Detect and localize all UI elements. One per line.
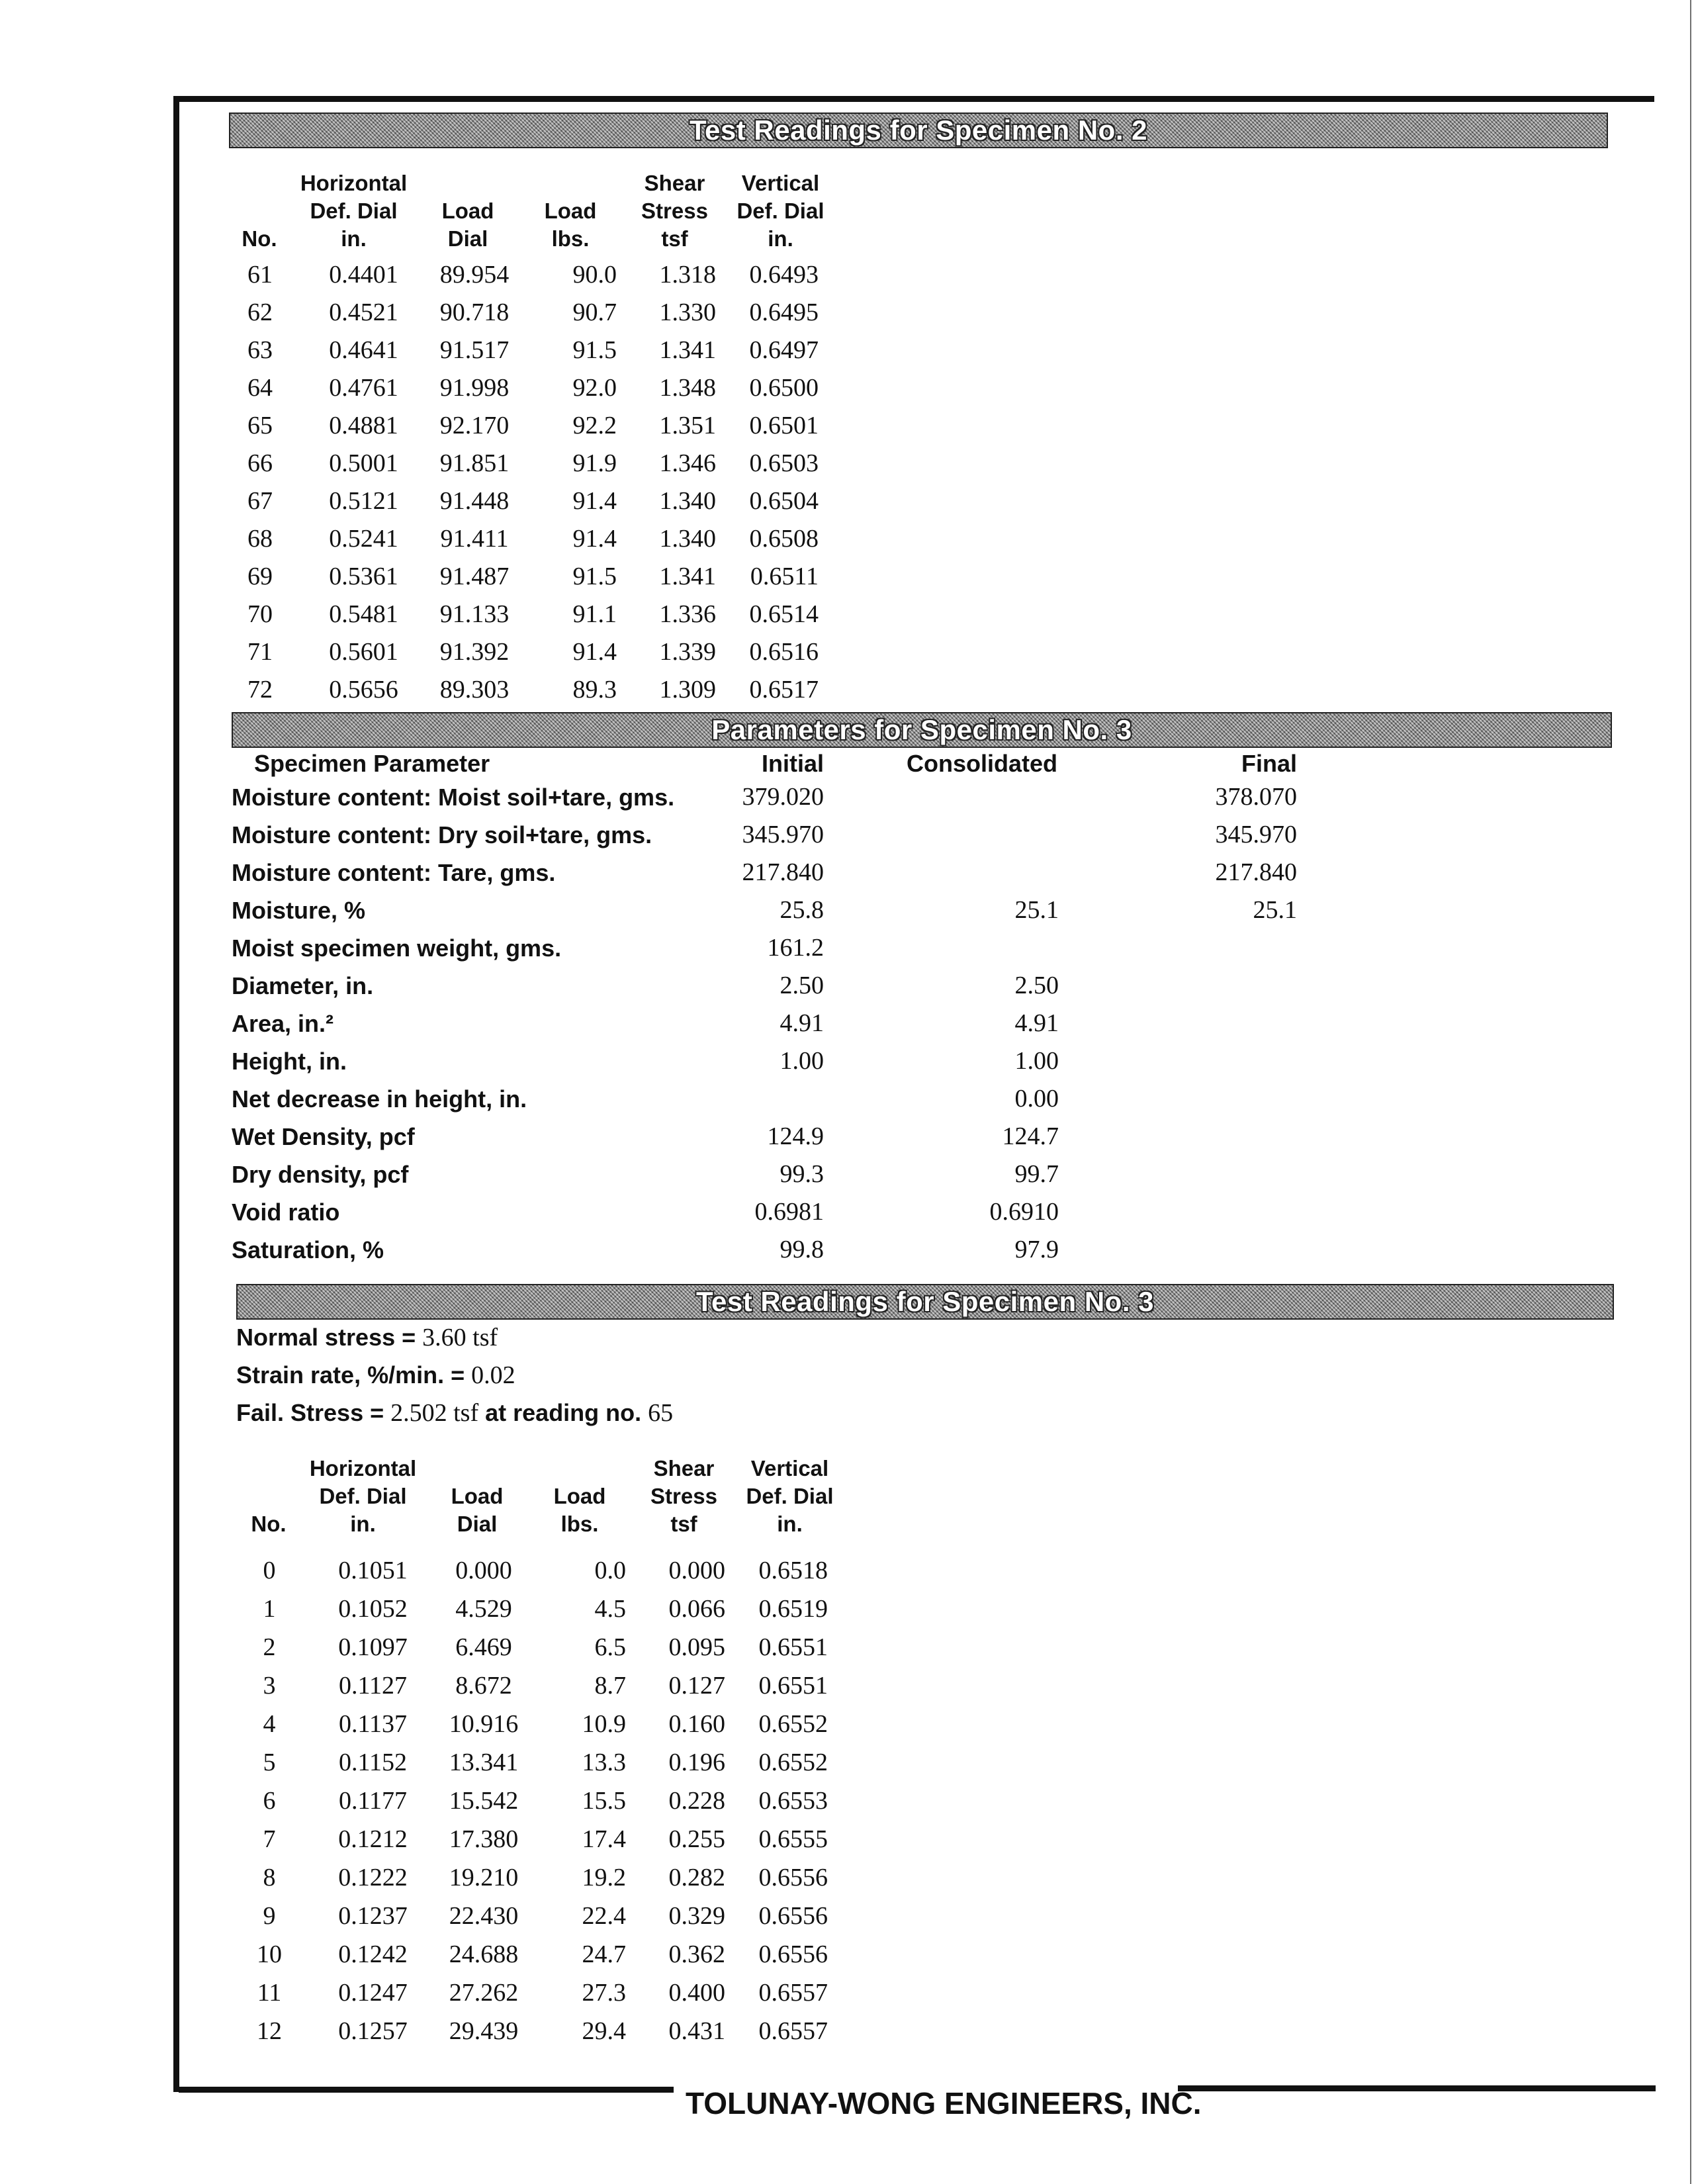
strain-rate-line: [236, 1356, 515, 1394]
parameter-initial-value: 1.00: [780, 1047, 824, 1075]
table-cell: 91.9: [572, 449, 617, 477]
table-cell: 0.4521: [329, 298, 398, 326]
param-header-initial: Initial: [761, 750, 824, 777]
section-title: Test Readings for Specimen No. 2: [689, 114, 1148, 146]
table-cell: 0.362: [668, 1940, 725, 1968]
table-cell: 91.392: [439, 638, 510, 666]
scan-edge-line: [1690, 0, 1691, 2184]
table-cell: 0.6552: [758, 1749, 828, 1776]
table-cell: 89.3: [572, 676, 617, 704]
table-cell: 0.228: [668, 1787, 725, 1815]
table-cell: 19.210: [449, 1864, 519, 1891]
table-cell: 0.196: [668, 1749, 725, 1776]
table-cell: 0.6503: [749, 449, 819, 477]
parameter-consolidated-value: 1.00: [1014, 1047, 1059, 1075]
table-cell: 27.262: [449, 1979, 519, 2007]
table-cell: 0.1237: [338, 1902, 408, 1930]
table-cell: 29.439: [449, 2017, 519, 2045]
parameter-label: Area, in.²: [232, 1010, 334, 1037]
table-cell: 70: [247, 600, 273, 628]
column-header: Shear: [644, 171, 705, 195]
table-cell: 19.2: [582, 1864, 626, 1891]
column-header: Def. Dial: [310, 199, 398, 223]
column-header: No.: [251, 1512, 287, 1536]
parameter-initial-value: 217.840: [742, 858, 824, 886]
table-cell: 13.3: [582, 1749, 626, 1776]
column-header: Horizontal: [309, 1456, 417, 1480]
column-header: No.: [242, 226, 277, 251]
table-cell: 0.6552: [758, 1710, 828, 1738]
table-cell: 0.329: [668, 1902, 725, 1930]
table-cell: 0.000: [455, 1557, 512, 1584]
table-cell: 0.0: [594, 1557, 626, 1584]
table-cell: 17.380: [449, 1825, 519, 1853]
column-header: in.: [777, 1512, 803, 1536]
footer-rule-right: [1178, 2085, 1656, 2091]
table-cell: 0.6495: [749, 298, 819, 326]
table-cell: 0.6517: [749, 676, 819, 704]
table-cell: 0.6493: [749, 261, 819, 289]
table-cell: 22.4: [582, 1902, 626, 1930]
table-cell: 0.6555: [758, 1825, 828, 1853]
table-cell: 0: [263, 1557, 276, 1584]
table-cell: 0.1152: [338, 1749, 408, 1776]
table-cell: 0.282: [668, 1864, 725, 1891]
parameter-initial-value: 161.2: [767, 934, 824, 962]
table-cell: 0.6518: [758, 1557, 828, 1584]
table-cell: 61: [247, 261, 273, 289]
parameter-label: Moisture content: Tare, gms.: [232, 859, 556, 886]
parameter-consolidated-value: 4.91: [1014, 1009, 1059, 1037]
column-header: lbs.: [551, 226, 590, 251]
parameter-final-value: 378.070: [1215, 783, 1297, 811]
page-frame-left-rule: [173, 96, 179, 2092]
parameter-consolidated-value: 25.1: [1014, 896, 1059, 924]
table-cell: 1.341: [659, 336, 716, 364]
parameter-final-value: 345.970: [1215, 821, 1297, 848]
table-cell: 0.1137: [338, 1710, 408, 1738]
table-cell: 11: [257, 1979, 282, 2007]
table-cell: 4.5: [594, 1595, 626, 1623]
column-header: Horizontal: [300, 171, 408, 195]
column-header: Load: [451, 1484, 504, 1508]
table-cell: 0.1242: [338, 1940, 408, 1968]
table-cell: 10.916: [449, 1710, 519, 1738]
table-cell: 0.6519: [758, 1595, 828, 1623]
table-cell: 4: [263, 1710, 276, 1738]
table-cell: 24.688: [449, 1940, 519, 1968]
param-header-parameter: Specimen Parameter: [254, 750, 490, 777]
section-title: Test Readings for Specimen No. 3: [695, 1286, 1155, 1317]
table-cell: 90.7: [572, 298, 617, 326]
table-cell: 64: [247, 374, 273, 402]
table-cell: 12: [257, 2017, 282, 2045]
table-cell: 91.998: [439, 374, 510, 402]
parameter-consolidated-value: 99.7: [1014, 1160, 1059, 1188]
column-header: Load: [544, 199, 597, 223]
table-cell: 6.469: [455, 1633, 512, 1661]
strain-rate-value: 0.02: [471, 1361, 515, 1389]
parameter-label: Net decrease in height, in.: [232, 1085, 527, 1113]
column-header: Vertical: [750, 1456, 829, 1480]
table-cell: 91.487: [439, 563, 510, 590]
table-cell: 91.517: [439, 336, 510, 364]
column-header: in.: [768, 226, 793, 251]
table-cell: 0.1212: [338, 1825, 408, 1853]
table-cell: 0.5361: [329, 563, 398, 590]
table-cell: 0.1247: [338, 1979, 408, 2007]
section-title: Parameters for Specimen No. 3: [711, 714, 1132, 745]
parameter-initial-value: 99.8: [780, 1236, 824, 1263]
table-cell: 0.6551: [758, 1672, 828, 1700]
table-cell: 8.672: [455, 1672, 512, 1700]
column-header: Vertical: [741, 171, 820, 195]
parameter-label: Void ratio: [232, 1199, 340, 1226]
table-cell: 91.133: [439, 600, 510, 628]
fail-stress-value: 2.502 tsf: [390, 1399, 479, 1427]
table-cell: 1: [263, 1595, 276, 1623]
column-header: lbs.: [560, 1512, 599, 1536]
table-cell: 71: [247, 638, 273, 666]
table-cell: 10: [257, 1940, 282, 1968]
table-cell: 0.4641: [329, 336, 398, 364]
table-cell: 1.346: [659, 449, 716, 477]
parameter-initial-value: 124.9: [767, 1122, 824, 1150]
table-cell: 69: [247, 563, 273, 590]
column-header: Def. Dial: [319, 1484, 407, 1508]
table-cell: 17.4: [582, 1825, 626, 1853]
table-cell: 0.6557: [758, 2017, 828, 2045]
table-cell: 8: [263, 1864, 276, 1891]
table-cell: 0.6500: [749, 374, 819, 402]
column-header: Load: [441, 199, 494, 223]
table-cell: 91.411: [440, 525, 509, 553]
table-cell: 8.7: [594, 1672, 626, 1700]
table-cell: 92.0: [572, 374, 617, 402]
parameter-label: Moisture content: Moist soil+tare, gms.: [232, 784, 675, 811]
table-cell: 91.448: [439, 487, 510, 515]
table-cell: 0.1052: [338, 1595, 408, 1623]
table-cell: 1.336: [659, 600, 716, 628]
table-cell: 7: [263, 1825, 276, 1853]
table-cell: 91.1: [572, 600, 617, 628]
column-header: Def. Dial: [736, 199, 825, 223]
table-cell: 1.351: [659, 412, 716, 439]
footer-rule-left: [179, 2087, 674, 2093]
table-cell: 0.5121: [329, 487, 398, 515]
table-cell: 5: [263, 1749, 276, 1776]
normal-stress-value: 3.60 tsf: [422, 1324, 498, 1351]
table-cell: 13.341: [449, 1749, 519, 1776]
page-frame-top-rule: [173, 96, 1654, 102]
param-header-final: Final: [1241, 750, 1297, 777]
table-cell: 91.4: [572, 638, 617, 666]
parameter-label: Moisture content: Dry soil+tare, gms.: [232, 821, 652, 848]
fail-stress-line: [236, 1394, 673, 1432]
table-cell: 0.1177: [338, 1787, 408, 1815]
table-cell: 0.127: [668, 1672, 725, 1700]
table-cell: 1.341: [659, 563, 716, 590]
column-header: tsf: [670, 1512, 697, 1536]
fail-stress-label: Fail. Stress =: [236, 1399, 391, 1426]
column-header: Load: [553, 1484, 606, 1508]
table-cell: 0.5656: [329, 676, 398, 704]
table-cell: 0.6556: [758, 1940, 828, 1968]
column-header: Stress: [641, 199, 708, 223]
table-cell: 0.5241: [329, 525, 398, 553]
table-cell: 91.5: [572, 336, 617, 364]
normal-stress-label: Normal stress =: [236, 1324, 423, 1351]
table-cell: 90.0: [572, 261, 617, 289]
parameter-label: Dry density, pcf: [232, 1161, 409, 1188]
parameter-initial-value: 345.970: [742, 821, 824, 848]
table-cell: 15.542: [449, 1787, 519, 1815]
table-cell: 91.4: [572, 525, 617, 553]
parameter-label: Height, in.: [232, 1048, 347, 1075]
fail-stress-reading-no: 65: [648, 1399, 674, 1427]
table-cell: 0.1222: [338, 1864, 408, 1891]
parameter-final-value: 25.1: [1253, 896, 1297, 924]
table-cell: 9: [263, 1902, 276, 1930]
table-cell: 0.6553: [758, 1787, 828, 1815]
table-cell: 6.5: [594, 1633, 626, 1661]
table-cell: 0.6511: [750, 563, 819, 590]
column-header: Def. Dial: [746, 1484, 834, 1508]
parameter-consolidated-value: 0.6910: [989, 1198, 1059, 1226]
table-cell: 91.5: [572, 563, 617, 590]
table-cell: 0.6497: [749, 336, 819, 364]
parameter-initial-value: 25.8: [780, 896, 824, 924]
table-cell: 1.340: [659, 525, 716, 553]
table-cell: 92.170: [439, 412, 510, 439]
table-cell: 0.6501: [749, 412, 819, 439]
table-cell: 91.851: [439, 449, 510, 477]
table-cell: 22.430: [449, 1902, 519, 1930]
table-cell: 1.309: [659, 676, 716, 704]
column-header: in.: [341, 226, 367, 251]
table-cell: 0.4761: [329, 374, 398, 402]
table-cell: 0.6516: [749, 638, 819, 666]
table-cell: 0.6508: [749, 525, 819, 553]
table-cell: 0.431: [668, 2017, 725, 2045]
table-cell: 3: [263, 1672, 276, 1700]
table-cell: 0.1097: [338, 1633, 408, 1661]
table-cell: 65: [247, 412, 273, 439]
table-cell: 1.340: [659, 487, 716, 515]
table-cell: 0.1127: [338, 1672, 408, 1700]
column-header: Stress: [650, 1484, 717, 1508]
footer-company-name: TOLUNAY-WONG ENGINEERS, INC.: [686, 2086, 1202, 2120]
table-cell: 15.5: [582, 1787, 626, 1815]
section-header-specimen2-readings: [229, 113, 1608, 148]
parameter-initial-value: 0.6981: [754, 1198, 824, 1226]
parameter-initial-value: 379.020: [742, 783, 824, 811]
column-header: Dial: [457, 1512, 498, 1536]
table-cell: 10.9: [582, 1710, 626, 1738]
column-header: Shear: [653, 1456, 715, 1480]
table-cell: 0.6551: [758, 1633, 828, 1661]
table-cell: 27.3: [582, 1979, 626, 2007]
table-cell: 90.718: [439, 298, 510, 326]
table-cell: 92.2: [572, 412, 617, 439]
parameter-initial-value: 99.3: [780, 1160, 824, 1188]
table-cell: 29.4: [582, 2017, 626, 2045]
normal-stress-line: [236, 1318, 498, 1357]
parameter-consolidated-value: 124.7: [1002, 1122, 1059, 1150]
table-cell: 4.529: [455, 1595, 512, 1623]
parameter-initial-value: 2.50: [780, 972, 824, 999]
param-header-consolidated: Consolidated: [907, 750, 1058, 777]
parameter-label: Diameter, in.: [232, 972, 374, 999]
table-cell: 1.348: [659, 374, 716, 402]
column-header: in.: [350, 1512, 376, 1536]
parameter-label: Saturation, %: [232, 1236, 384, 1263]
table-cell: 0.1257: [338, 2017, 408, 2045]
table-cell: 62: [247, 298, 273, 326]
table-cell: 68: [247, 525, 273, 553]
parameter-consolidated-value: 97.9: [1014, 1236, 1059, 1263]
table-cell: 0.066: [668, 1595, 725, 1623]
table-cell: 0.5001: [329, 449, 398, 477]
table-cell: 0.095: [668, 1633, 725, 1661]
table-cell: 67: [247, 487, 273, 515]
table-cell: 6: [263, 1787, 276, 1815]
parameter-initial-value: 4.91: [780, 1009, 824, 1037]
parameter-final-value: 217.840: [1215, 858, 1297, 886]
table-cell: 91.4: [572, 487, 617, 515]
table-cell: 1.318: [659, 261, 716, 289]
parameter-consolidated-value: 0.00: [1014, 1085, 1059, 1113]
table-cell: 72: [247, 676, 273, 704]
table-cell: 0.6504: [749, 487, 819, 515]
table-cell: 0.000: [668, 1557, 725, 1584]
table-cell: 0.6556: [758, 1864, 828, 1891]
table-cell: 89.303: [439, 676, 510, 704]
parameter-consolidated-value: 2.50: [1014, 972, 1059, 999]
column-header: tsf: [661, 226, 688, 251]
strain-rate-label: Strain rate, %/min. =: [236, 1361, 472, 1388]
table-cell: 0.4881: [329, 412, 398, 439]
table-cell: 0.6514: [749, 600, 819, 628]
parameter-label: Moist specimen weight, gms.: [232, 934, 562, 962]
section-header-specimen3-readings: [236, 1284, 1614, 1320]
table-cell: 0.255: [668, 1825, 725, 1853]
section-header-specimen3-parameters: [232, 712, 1612, 748]
table-cell: 1.330: [659, 298, 716, 326]
table-cell: 1.339: [659, 638, 716, 666]
table-cell: 0.5601: [329, 638, 398, 666]
table-cell: 0.4401: [329, 261, 398, 289]
table-cell: 0.400: [668, 1979, 725, 2007]
table-cell: 24.7: [582, 1940, 626, 1968]
parameter-label: Wet Density, pcf: [232, 1123, 415, 1150]
table-cell: 2: [263, 1633, 276, 1661]
table-cell: 89.954: [439, 261, 510, 289]
table-cell: 0.160: [668, 1710, 725, 1738]
table-cell: 0.1051: [338, 1557, 408, 1584]
table-cell: 0.5481: [329, 600, 398, 628]
table-cell: 66: [247, 449, 273, 477]
table-cell: 0.6557: [758, 1979, 828, 2007]
table-cell: 63: [247, 336, 273, 364]
fail-stress-mid-label: at reading no.: [478, 1399, 648, 1426]
column-header: Dial: [447, 226, 488, 251]
table-cell: 0.6556: [758, 1902, 828, 1930]
parameter-label: Moisture, %: [232, 897, 366, 924]
